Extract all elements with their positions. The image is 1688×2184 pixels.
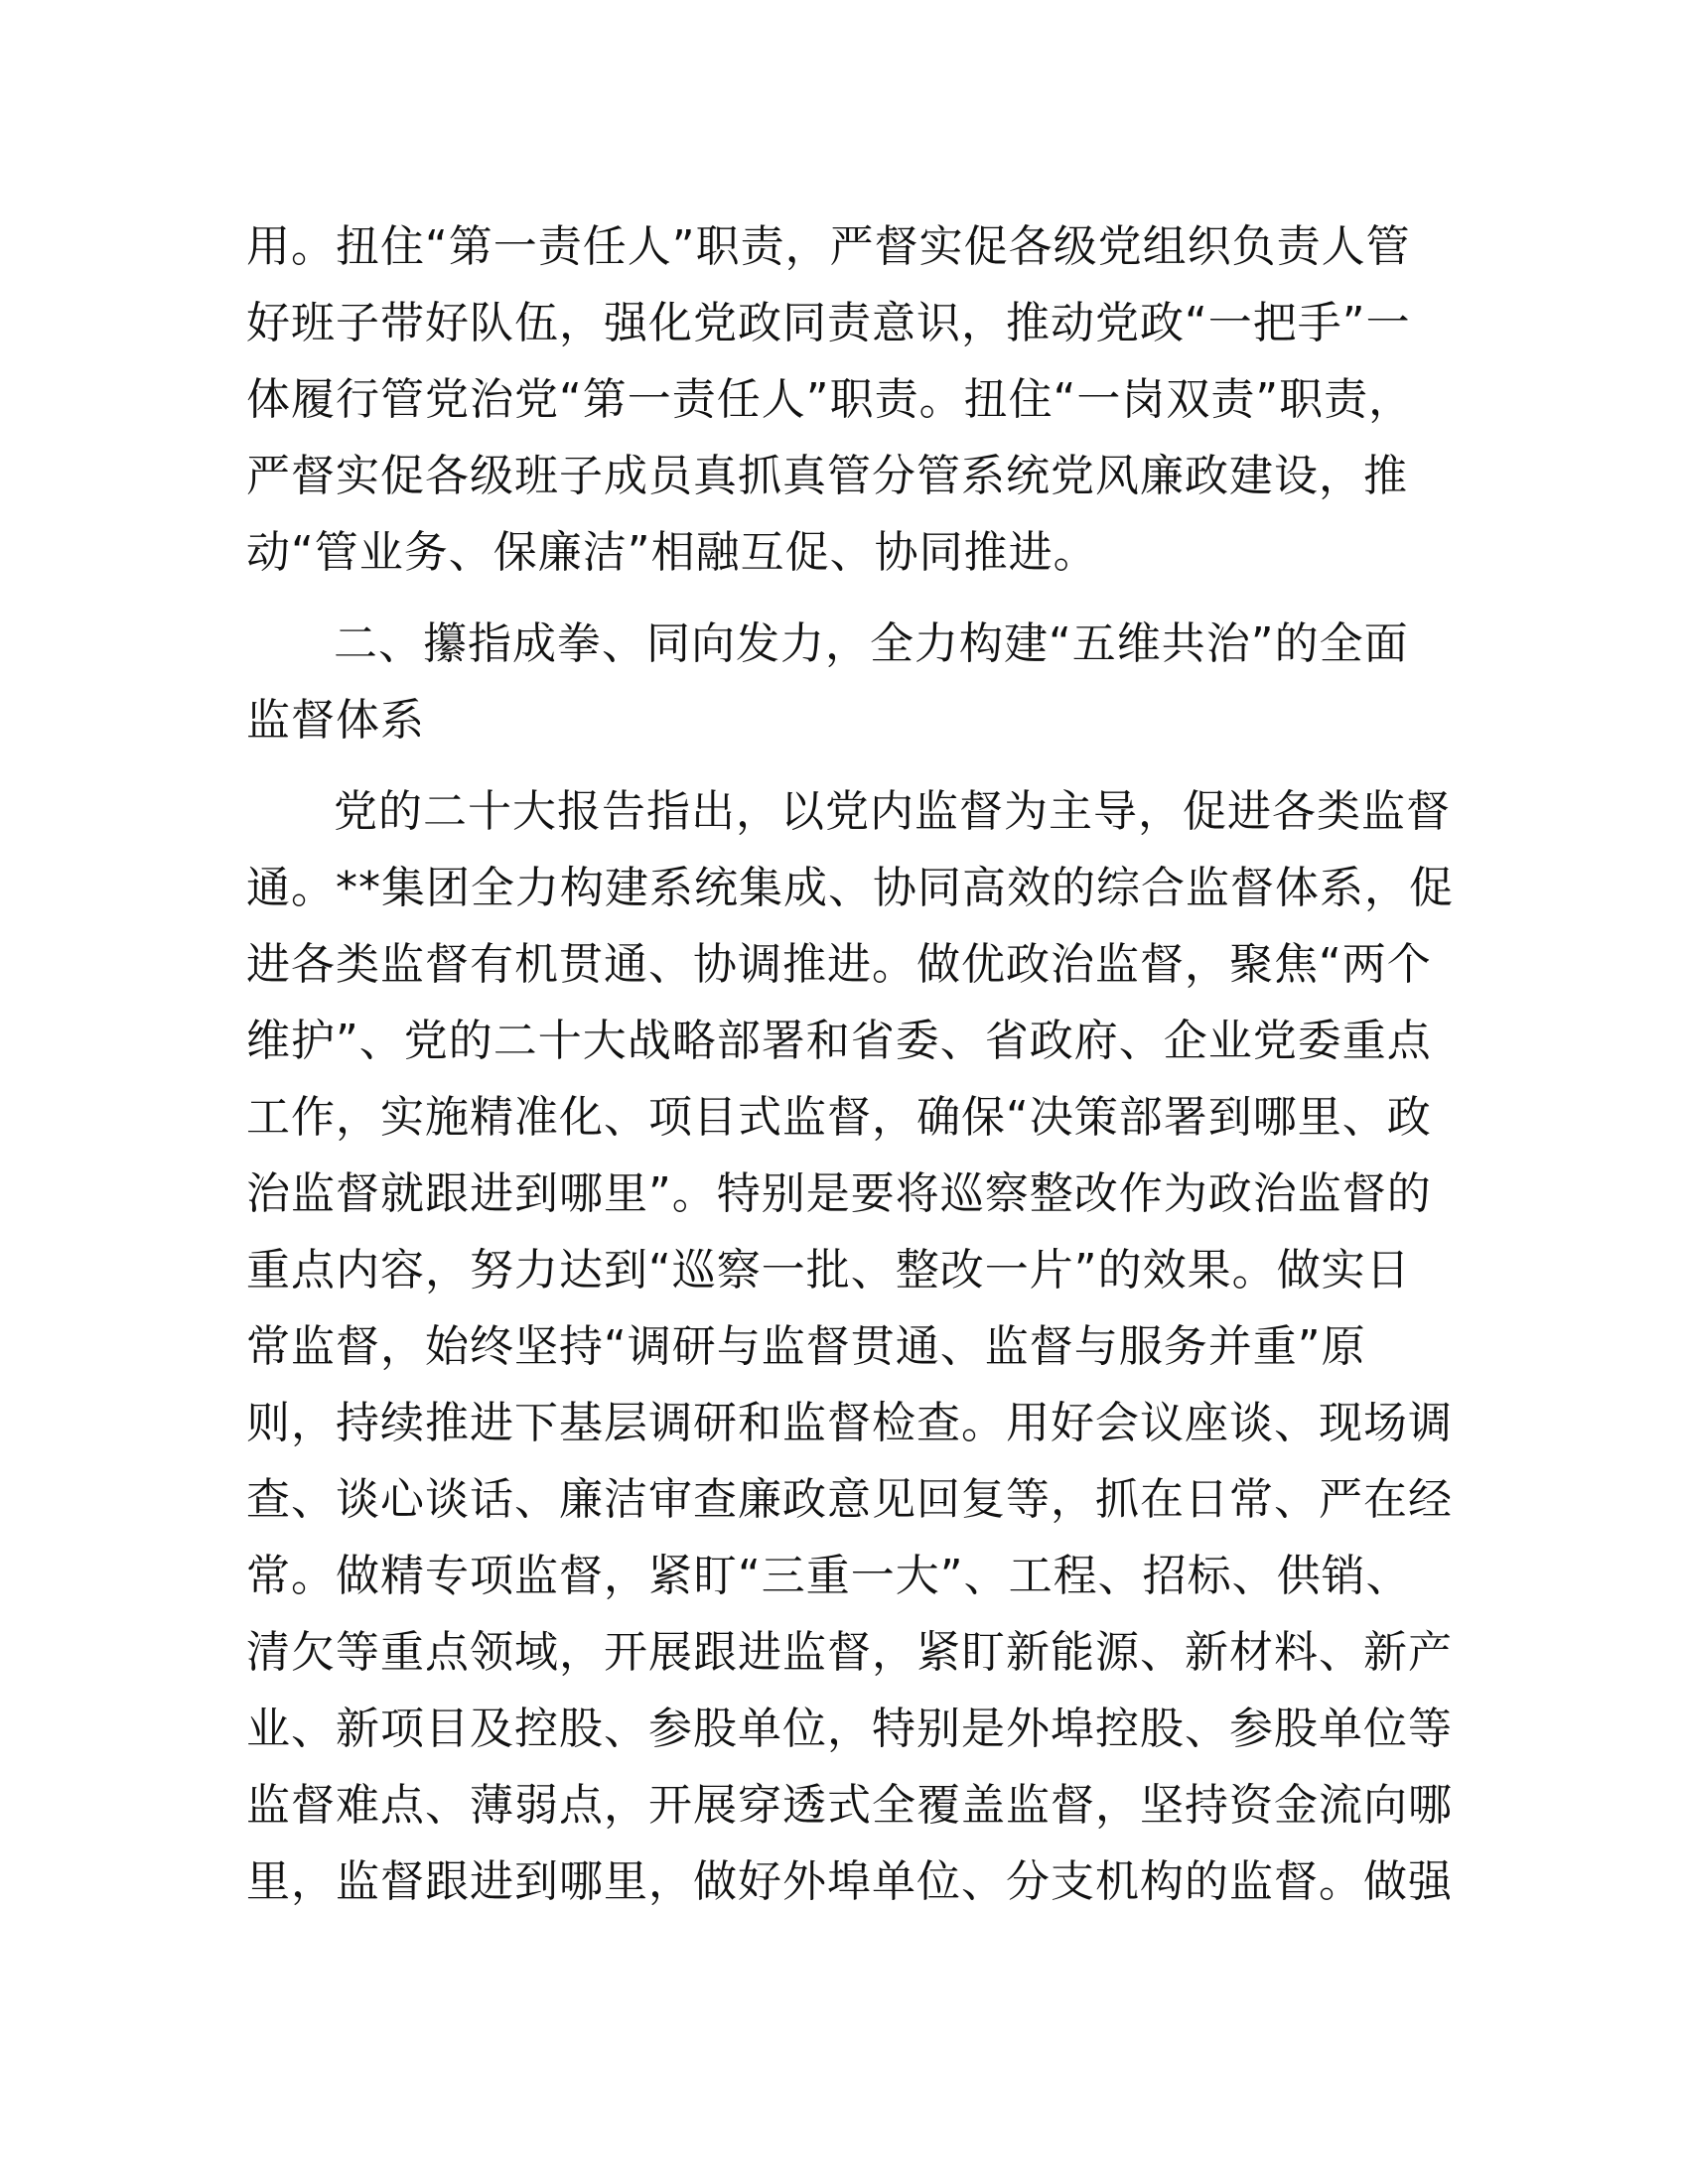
text-line: 严督实促各级班子成员真抓真管分管系统党风廉政建设，推 bbox=[246, 451, 1408, 501]
text-line: 监督难点、薄弱点，开展穿透式全覆盖监督，坚持资金流向哪 bbox=[246, 1780, 1453, 1831]
section-heading: 二、攥指成拳、同向发力，全力构建“五维共治”的全面 bbox=[334, 618, 1409, 669]
text-line: 动“管业务、保廉洁”相融互促、协同推进。 bbox=[246, 527, 1098, 578]
text-line: 进各类监督有机贯通、协调推进。做优政治监督，聚焦“两个 bbox=[246, 939, 1432, 990]
text-line: 查、谈心谈话、廉洁审查廉政意见回复等，抓在日常、严在经 bbox=[246, 1474, 1453, 1525]
text-line: 工作，实施精准化、项目式监督，确保“决策部署到哪里、政 bbox=[246, 1092, 1432, 1143]
text-line: 维护”、党的二十大战略部署和省委、省政府、企业党委重点 bbox=[246, 1016, 1432, 1066]
text-line: 常。做精专项监督，紧盯“三重一大”、工程、招标、供销、 bbox=[246, 1551, 1411, 1601]
text-line: 通。**集团全力构建系统集成、协同高效的综合监督体系，促 bbox=[246, 863, 1454, 913]
paragraph-first-line: 党的二十大报告指出，以党内监督为主导，促进各类监督 bbox=[334, 786, 1451, 837]
text-line: 重点内容，努力达到“巡察一批、整改一片”的效果。做实日 bbox=[246, 1245, 1411, 1296]
text-line: 则，持续推进下基层调研和监督检查。用好会议座谈、现场调 bbox=[246, 1398, 1453, 1448]
section-heading-cont: 监督体系 bbox=[246, 695, 425, 746]
text-line: 好班子带好队伍，强化党政同责意识，推动党政“一把手”一 bbox=[246, 298, 1411, 348]
text-line: 治监督就跟进到哪里”。特别是要将巡察整改作为政治监督的 bbox=[246, 1168, 1432, 1219]
text-line: 里，监督跟进到哪里，做好外埠单位、分支机构的监督。做强 bbox=[246, 1856, 1453, 1907]
text-line: 用。扭住“第一责任人”职责，严督实促各级党组织负责人管 bbox=[246, 221, 1411, 272]
text-line: 体履行管党治党“第一责任人”职责。扭住“一岗双责”职责， bbox=[246, 374, 1414, 425]
text-line: 常监督，始终坚持“调研与监督贯通、监督与服务并重”原 bbox=[246, 1321, 1366, 1372]
text-line: 清欠等重点领域，开展跟进监督，紧盯新能源、新材料、新产 bbox=[246, 1627, 1453, 1678]
text-line: 业、新项目及控股、参股单位，特别是外埠控股、参股单位等 bbox=[246, 1704, 1453, 1754]
